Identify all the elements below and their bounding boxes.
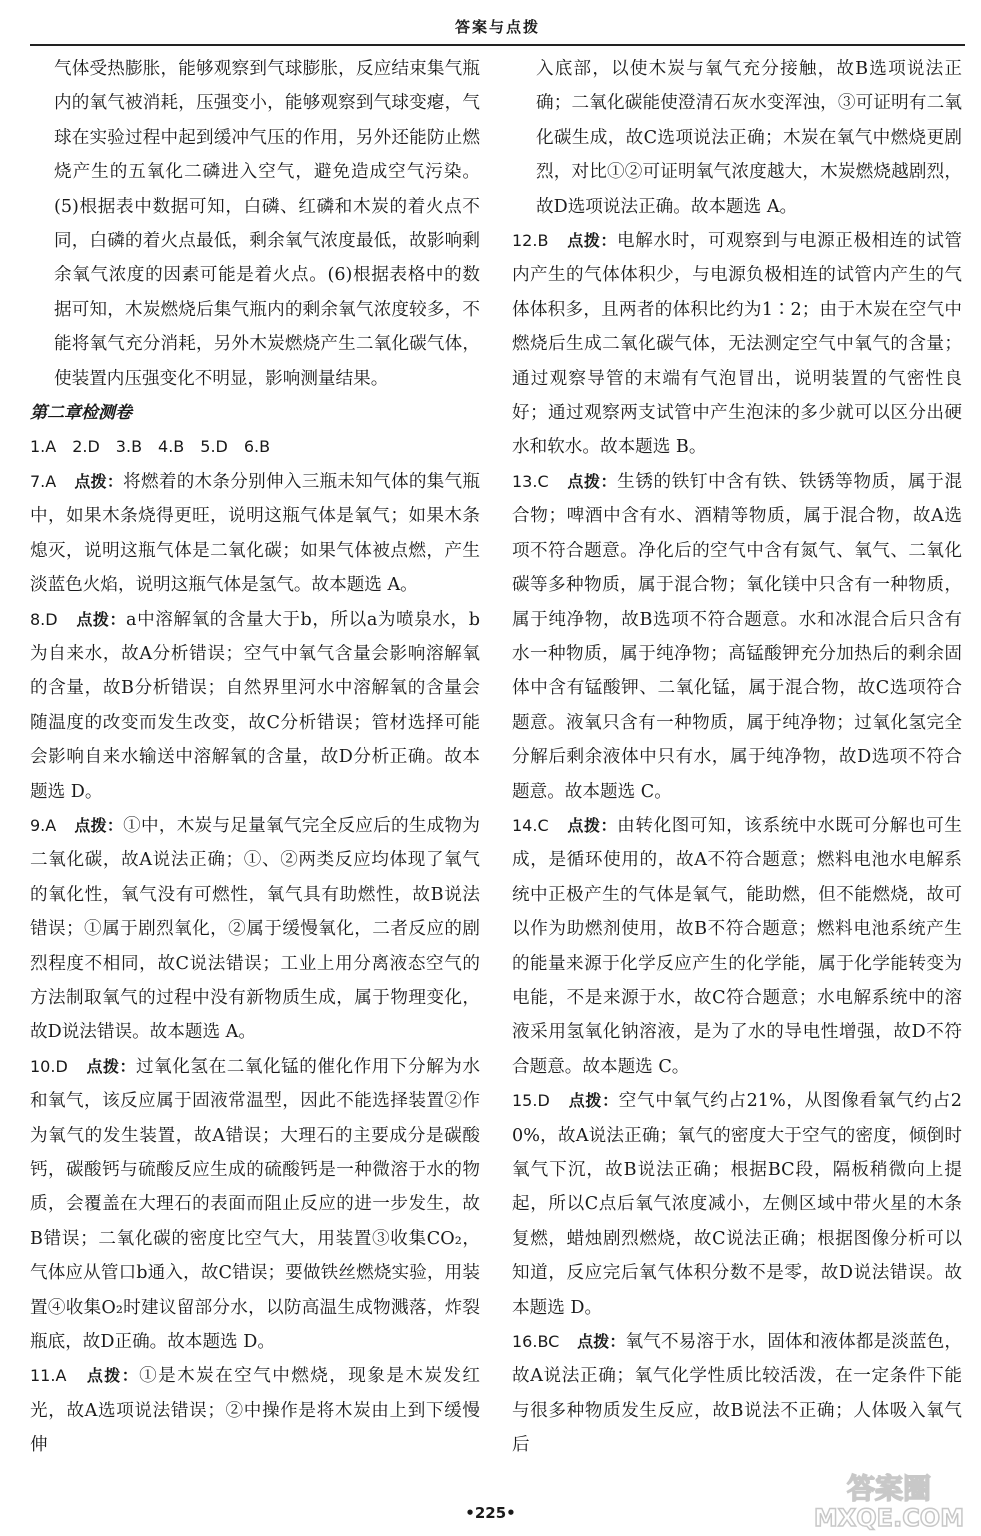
page-number: •225• (465, 1504, 516, 1522)
short-answers-line (30, 430, 480, 464)
answer-number: 14.C (512, 815, 549, 835)
answer-item-13 (512, 465, 962, 809)
left-column (30, 52, 480, 1463)
answer-text: ①是木炭在空气中燃烧，现象是木炭发红光，故A选项说法错误；②中操作是将木炭由上到下缓慢伸 (30, 1366, 480, 1456)
page-header (30, 12, 965, 40)
answer-text: 生锈的铁钉中含有铁、铁锈等物质，属于混合物；啤酒中含有水、酒精等物质，属于混合物，故A选项不符合题意。净化后的空气中含有氮气、氧气、二氧化碳等多种物质，属于混合物；氧化镁中只含有一种物质，属于纯净物，故B选项不符合题意。水和冰混合后只含有水一种物质，属于纯净物；高锰酸钾充分加热后的剩余固体中含有锰酸钾、二氧化锰，属于混合物，故C选项符合题意。液氧只含有一种物质，属于纯净物；过氧化氢完全分解后剩余液体中只有水，属于纯净物，故D选项不符合题意。故本题选 C。 (512, 471, 962, 802)
answer-item-9 (30, 809, 480, 1050)
answer-number: 15.D (512, 1091, 550, 1111)
answer-item-11 (30, 1359, 480, 1462)
answer-number: 12.B (512, 231, 549, 251)
answer-text: 电解水时，可观察到与电源正极相连的试管内产生的气体体积少，与电源负极相连的试管内产生的气体体积多，且两者的体积比约为1∶2；由于木炭在空气中燃烧后生成二氧化碳气体，无法测定空气中氧气的含量；通过观察导管的末端有气泡冒出，说明装置的气密性良好；通过观察两支试管中产生泡沫的多少就可以区分出硬水和软水。故本题选 B。 (512, 231, 962, 458)
section-title: 第二章检测卷 (30, 403, 132, 424)
watermark-graphic (803, 1468, 975, 1532)
answer-item-14 (512, 809, 962, 1084)
answer-number: 11.A (30, 1366, 67, 1386)
answer-text: 空气中氧气约占21%，从图像看氧气约占20%，故A说法正确；氧气的密度大于空气的密度，倾倒时氧气下沉，故B说法正确；根据BC段，隔板稍微向上提起，所以C点后氧气浓度减小，左侧区域中带火星的木条复燃，蜡烛剧烈燃烧，故C说法正确；根据图像分析可以知道，反应完后氧气体积分数不是零，故D说法错误。故本题选 D。 (512, 1091, 962, 1318)
answer-number: 16.BC (512, 1332, 560, 1352)
answer-text: ①中，木炭与足量氧气完全反应后的生成物为二氧化碳，故A说法正确；①、②两类反应均体现了氧气的氧化性，氧气没有可燃性，氧气具有助燃性，故B说法错误；①属于剧烈氧化，②属于缓慢氧化，二者反应的剧烈程度不相同，故C说法错误；工业上用分离液态空气的方法制取氧气的过程中没有新物质生成，属于物理变化，故D说法错误。故本题选 A。 (30, 815, 480, 1043)
hint-label: 点拨： (86, 1056, 137, 1076)
hint-label: 点拨： (76, 609, 127, 629)
hint-label: 点拨： (567, 231, 618, 251)
continuation-paragraph: 气体受热膨胀，能够观察到气球膨胀，反应结束集气瓶内的氧气被消耗，压强变小，能够观察到气球变瘪，气球在实验过程中起到缓冲气压的作用，另外还能防止燃烧产生的五氧化二磷进入空气，避免造成空气污染。(5)根据表中数据可知，白磷、红磷和木炭的着火点不同，白磷的着火点最低，剩余氧气浓度最低，故影响剩余氧气浓度的因素可能是着火点。(6)根据表格中的数据可知，木炭燃烧后集气瓶内的剩余氧气浓度较多，不能将氧气充分消耗，另外木炭燃烧产生二氧化碳气体，使装置内压强变化不明显，影响测量结果。 (54, 59, 480, 389)
answer-item-12 (512, 224, 962, 465)
svg-text:答案圈: 答案圈 (846, 1472, 932, 1505)
watermark-logo (803, 1468, 975, 1532)
answer-text: 过氧化氢在二氧化锰的催化作用下分解为水和氧气，该反应属于固液常温型，因此不能选择装置②作为氧气的发生装置，故A错误；大理石的主要成分是碳酸钙，碳酸钙与硫酸反应生成的硫酸钙是一种微溶于水的物质，会覆盖在大理石的表面而阻止反应的进一步发生，故B错误；二氧化碳的密度比空气大，用装置③收集CO₂，气体应从管口b通入，故C错误；要做铁丝燃烧实验，用装置④收集O₂时建议留部分水，以防高温生成物溅落，炸裂瓶底，故D正确。故本题选 D。 (30, 1056, 480, 1353)
hint-label: 点拨： (567, 471, 618, 491)
answer-number: 9.A (30, 815, 57, 835)
answer-item-10 (30, 1050, 480, 1360)
answer-number: 13.C (512, 471, 549, 491)
hint-label: 点拨： (577, 1332, 626, 1352)
hint-label: 点拨： (86, 1366, 140, 1386)
hint-label: 点拨： (567, 815, 618, 835)
continuation-paragraph: 入底部，以使木炭与氧气充分接触，故B选项说法正确；二氧化碳能使澄清石灰水变浑浊，③可证明有二氧化碳生成，故C选项说法正确；木炭在氧气中燃烧更剧烈，对比①②可证明氧气浓度越大，木炭燃烧越剧烈，故D选项说法正确。故本题选 A。 (536, 59, 962, 217)
header-rule (30, 44, 965, 46)
answer-item-16 (512, 1325, 962, 1463)
answer-item-8 (30, 603, 480, 809)
answer-text: 氧气不易溶于水，固体和液体都是淡蓝色，故A说法正确；氧气化学性质比较活泼，在一定条件下能与很多种物质发生反应，故B说法不正确；人体吸入氧气后 (512, 1332, 962, 1456)
right-column (512, 52, 962, 1463)
short-answers: 1.A 2.D 3.B 4.B 5.D 6.B (30, 437, 271, 457)
answer-text: 将燃着的木条分别伸入三瓶未知气体的集气瓶中，如果木条烧得更旺，说明这瓶气体是氧气；如果木条熄灭，说明这瓶气体是二氧化碳；如果气体被点燃，产生淡蓝色火焰，说明这瓶气体是氢气。故本题选 A。 (30, 471, 480, 596)
answer-item-7 (30, 465, 480, 603)
answer-text: 由转化图可知，该系统中水既可分解也可生成，是循环使用的，故A不符合题意；燃料电池水电解系统中正极产生的气体是氧气，能助燃，但不能燃烧，故可以作为助燃剂使用，故B不符合题意；燃料电池系统产生的能量来源于化学反应产生的化学能，属于化学能转变为电能，不是来源于水，故C符合题意；水电解系统中的溶液采用氢氧化钠溶液，是为了水的导电性增强，故D不符合题意。故本题选 C。 (512, 815, 962, 1077)
header-title: 答案与点拨 (454, 18, 540, 36)
answer-text: a中溶解氧的含量大于b，所以a为喷泉水，b为自来水，故A分析错误；空气中氧气含量会影响溶解氧的含量，故B分析错误；自然界里河水中溶解氧的含量会随温度的改变而发生改变，故C分析错误；管材选择可能会影响自来水输送中溶解氧的含量，故D分析正确。故本题选 D。 (30, 609, 480, 802)
hint-label: 点拨： (74, 815, 124, 835)
hint-label: 点拨： (568, 1091, 619, 1111)
answer-number: 10.D (30, 1056, 68, 1076)
hint-label: 点拨： (74, 471, 124, 491)
section-title-wrap (30, 396, 480, 430)
answer-number: 8.D (30, 609, 58, 629)
answer-item-15 (512, 1084, 962, 1325)
answer-number: 7.A (30, 471, 57, 491)
svg-text:MXQE.COM: MXQE.COM (813, 1504, 965, 1532)
